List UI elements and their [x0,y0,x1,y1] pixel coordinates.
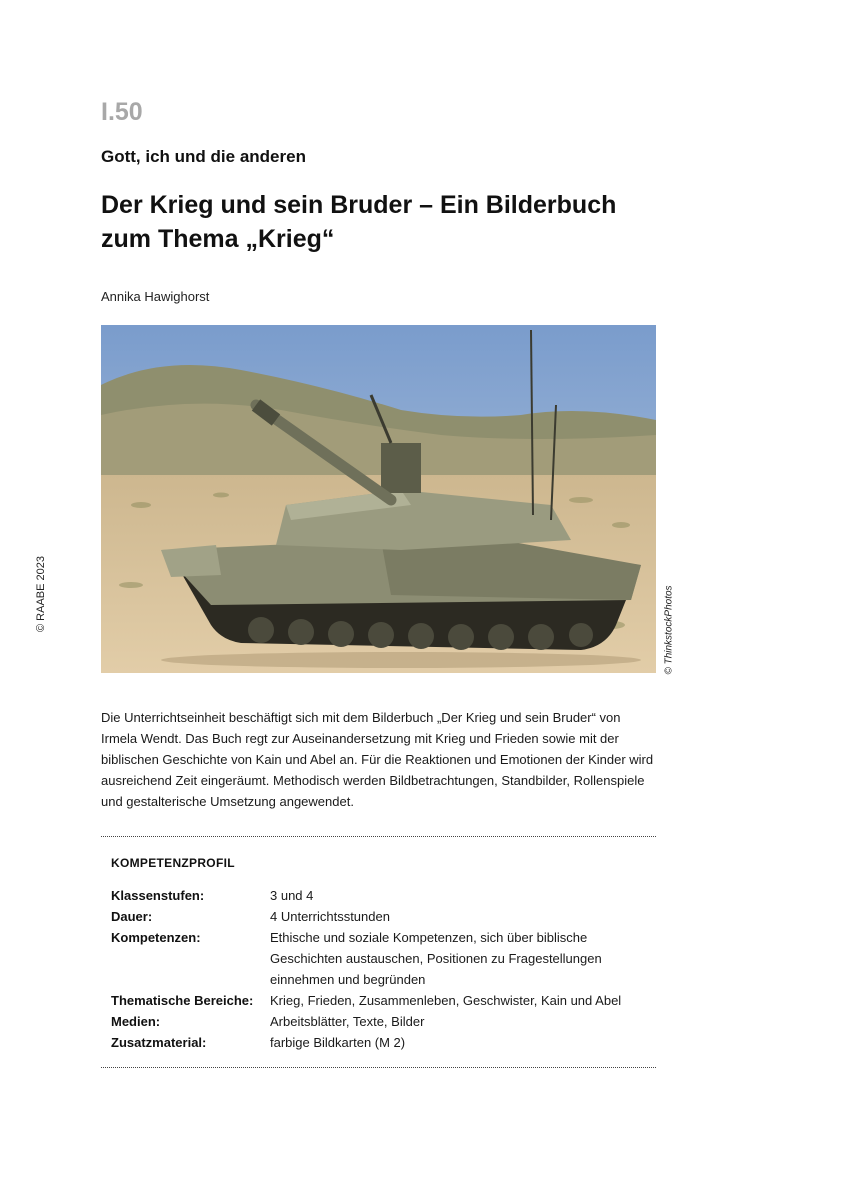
profile-row [111,1032,651,1053]
tank-illustration [101,325,656,673]
page-title: Der Krieg und sein Bruder – Ein Bilderbuch zum Thema „Krieg“ [101,191,617,253]
author: Annika Hawighorst [101,289,210,304]
competence-profile [111,885,651,1053]
profile-row [111,990,651,1011]
profile-label: Klassenstufen: [111,888,205,903]
photo-credit-vertical [662,584,676,676]
profile-row [111,1011,651,1032]
profile-value: farbige Bildkarten (M 2) [270,1035,406,1050]
profile-label: Dauer: [111,909,153,924]
profile-heading: KOMPETENZPROFIL [111,856,235,870]
divider-bottom [101,1067,656,1068]
divider-top [101,836,656,837]
profile-value: Arbeitsblätter, Texte, Bilder [270,1014,425,1029]
subject-heading: Gott, ich und die anderen [101,147,306,166]
profile-label: Thematische Bereiche: [111,993,254,1008]
profile-row [111,906,651,927]
copyright-vertical [34,558,48,630]
profile-label: Medien: [111,1014,161,1029]
unit-code: I.50 [101,98,143,126]
profile-value: 3 und 4 [270,888,314,903]
profile-value: 4 Unterrichtsstunden [270,909,390,924]
profile-value: Krieg, Frieden, Zusammenleben, Geschwister, Kain und Abel [270,993,622,1008]
photo-credit-text: © ThinkstockPhotos [663,585,675,675]
intro-paragraph: Die Unterrichtseinheit beschäftigt sich mit dem Bilderbuch „Der Krieg und sein Bruder“ von Irmela Wendt. Das Buch regt zur Auseinandersetzung mit Krieg und Frieden sowie mit der biblischen Geschichte von Kain und Abel an. Für die Reaktionen und Emotionen der Kinder wird ausreichend Zeit eingeräumt. Methodisch werden Bildbetrachtungen, Standbilder, Rollenspiele und gestalterische Umsetzung angewendet. [101,710,654,809]
profile-value: Ethische und soziale Kompetenzen, sich über biblische Geschichten austauschen, Positionen zu Fragestellungen einnehmen und begründen [270,930,602,987]
profile-label: Kompetenzen: [111,930,201,945]
copyright-text: © RAABE 2023 [35,556,47,632]
profile-label: Zusatzmaterial: [111,1035,207,1050]
profile-row [111,927,651,990]
tank-photo [101,325,656,673]
profile-row [111,885,651,906]
